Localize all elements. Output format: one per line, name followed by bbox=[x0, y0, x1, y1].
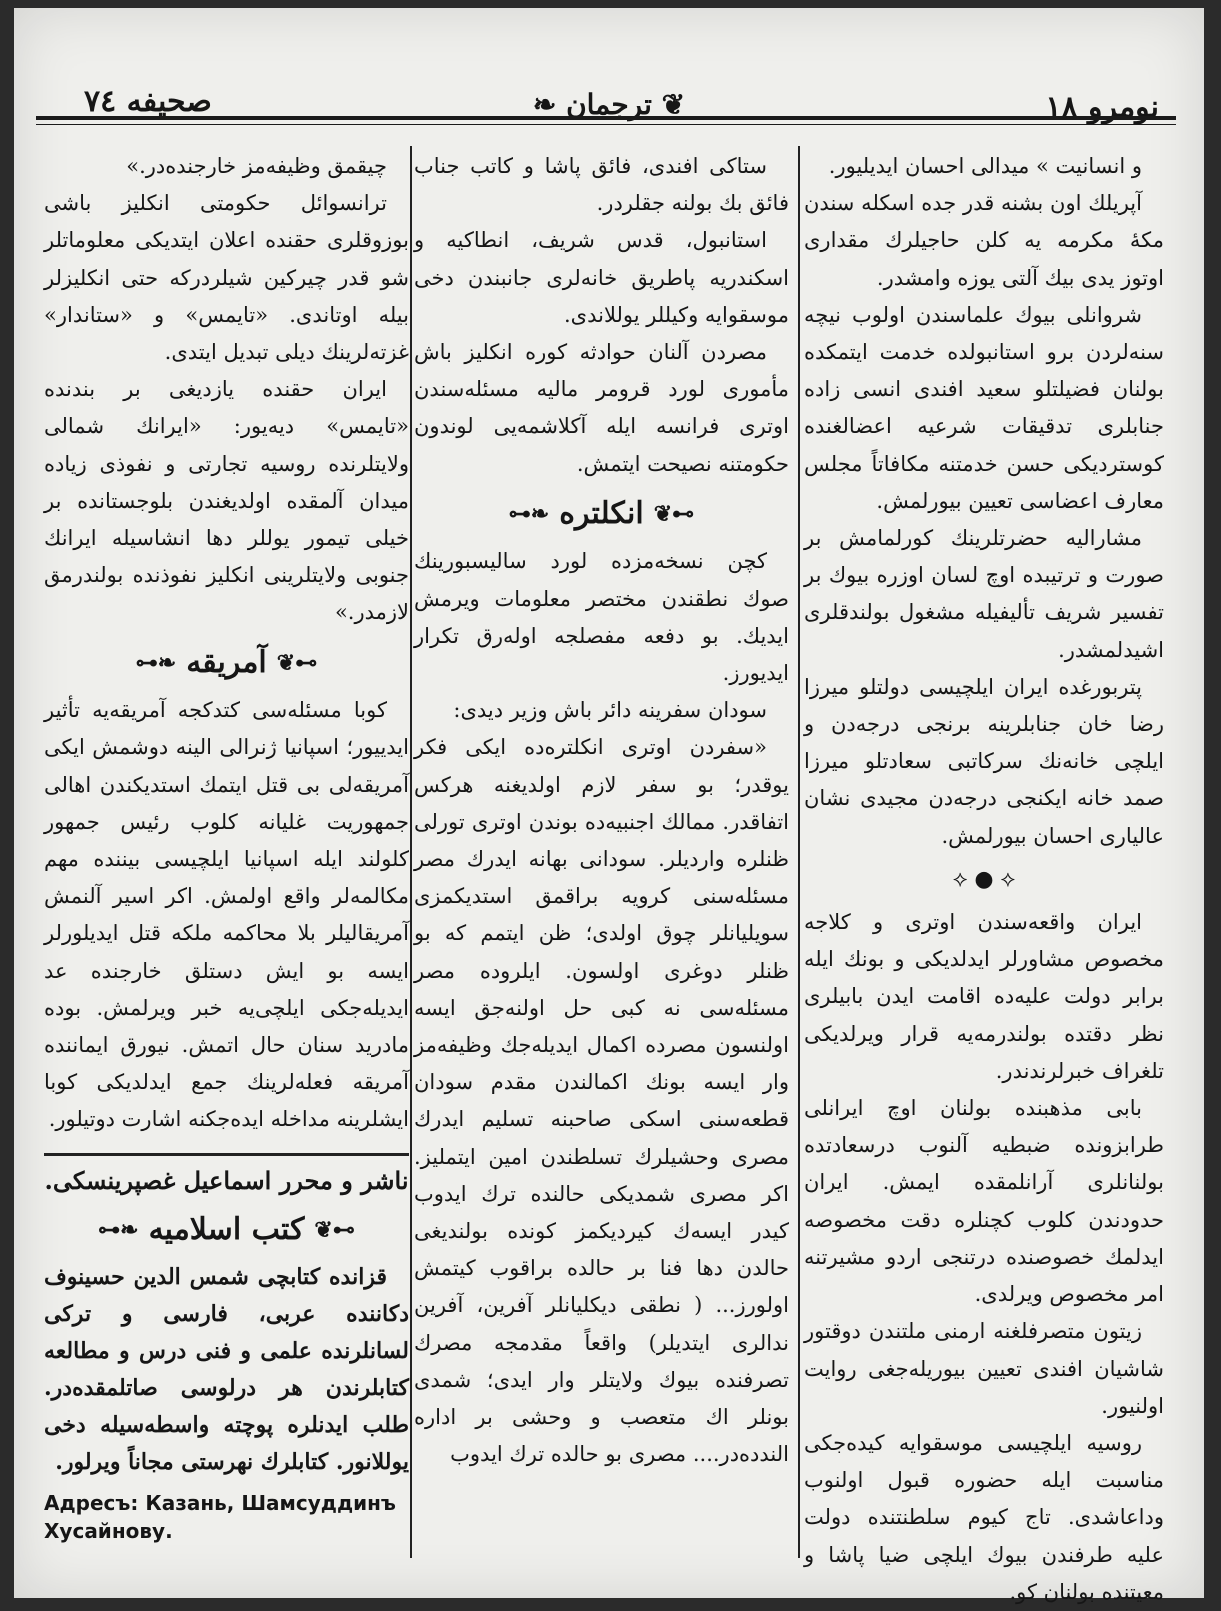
header-rule bbox=[36, 116, 1176, 120]
ornament-icon: ❧⊷ bbox=[98, 1217, 139, 1244]
paragraph: آپریلك اون بشنه قدر جده اسکله سندن مکهٔ مکرمه یه کلن حاجیلرك مقداری اوتوز یدی بیك آلتی یوزه وامشدر. bbox=[804, 191, 1164, 290]
page-number: صحیفه ٧٤ bbox=[84, 84, 212, 119]
masthead bbox=[34, 28, 1184, 125]
ornament-icon: ⊶❦ bbox=[314, 1217, 355, 1244]
paragraph: بابی مذهبنده بولنان اوچ ایرانلی طرابزونده ضبطیه آلنوب درسعادتده بولنانلری آرانلمقده ایمش. ایران حدودندن کلوب کچنلره دقت مخصوصه ایدلمك خصوصنده درتنجی اردو مشیرتنه امر مخصوص ویرلدی. bbox=[804, 1096, 1164, 1307]
section-heading-england: ⊶❦انکلتره❧⊷ bbox=[414, 495, 789, 534]
issue-number: نومرو ١٨ bbox=[1045, 90, 1159, 125]
paragraph: کچن نسخه‌مزده لورد سالیسبورینك صوك نطقندن مختصر معلومات ویرمش ایدیك. بو دفعه مفصلجه اوله‌رق تکرار ایدیورز. bbox=[414, 549, 789, 686]
separator-ornament: ⟡ ● ⟡ bbox=[952, 866, 1016, 892]
paragraph: کوبا مسئله‌سی کتدکجه آمریقه‌یه تأثیر ایدییور؛ اسپانیا ژنرالی الینه دوشمش ایکی آمریقه‌لی بی قتل ایتمك استدیکندن اهالی جمهوریت غلیانه کلوب رئیس جمهور کلولند ایله اسپانیا ایلچیسی بیننده مهم مکالمه‌لر واقع اولمش. اکر اسیر آلنمش آمریقالیلر بلا محاکمه ملکه قتل ایدیلورلر ایسه بو ایش دستلق خارجنده عد ایدیله‌جکی ایلچی‌یه خبر ویرلمش. بوده مادرید سنان حال اتمش. نیورق ایماننده آمریقه فعله‌لرینك جمع ایدلدیکی کوبا ایشلرینه مداخله ایده‌جکنه اشارت دوتیلور. bbox=[44, 698, 409, 1132]
section-rule bbox=[44, 1153, 409, 1156]
publisher-line: ناشر و محرر اسماعیل غصپرینسکی. bbox=[44, 1165, 409, 1195]
newspaper-title: ❦ ترجمان ❧ bbox=[532, 88, 686, 121]
ornament-icon: ❧⊷ bbox=[135, 650, 177, 677]
paragraph: شروانلی بیوك علماسندن اولوب نیچه سنه‌لردن برو استانبولده خدمت ایتمکده بولنان فضیلتلو سعید افندی انسی زاده جنابلری تدقیقات شرعیه اعضالغنده کوستردیکی حسن خدمتنه مکافاتاً مجلس معارف اعضاسی تعیین بیورلمش. bbox=[804, 302, 1164, 513]
ornament-icon: ❧⊷ bbox=[508, 501, 550, 528]
column-divider bbox=[798, 146, 800, 1558]
paragraph: روسیه ایلچیسی موسقوایه کیده‌جکی مناسبت ایله حضوره قبول اولنوب وداعاشدی. تاج کیوم سلطنتنده دولت علیه طرفندن بیوك ایلچی ضیا پاشا و معیتنده بولنان کو. bbox=[804, 1430, 1164, 1604]
advertisement-text: قزانده کتابچی شمس الدین حسینوف دکاننده عربی، فارسی و ترکی لسانلرنده علمی و فنی درس و مطالعه کتابلرندن هر درلوسی صاتلمقده‌در. طلب ایدنلره پوچته واسطه‌سیله دخی یوللانور. کتابلرك نهرستی مجاناً ویرلور. bbox=[44, 1264, 409, 1476]
column-right bbox=[804, 148, 1164, 1604]
address-line: Адресъ: Казань, Шамсуддинъ Хусайнову. bbox=[44, 1491, 396, 1544]
paragraph: مشارالیه حضرتلرینك کورلمامش بر صورت و ترتیبده اوچ لسان اوزره بیوك بر تفسیر شریف تألیفیله مشغول بولندقلری اشیدلمشدر. bbox=[804, 526, 1164, 662]
title-ornament-icon: ❧ bbox=[532, 88, 567, 121]
column-divider bbox=[410, 146, 412, 1558]
paragraph: سودان سفرینه دائر باش وزیر دیدی: bbox=[453, 698, 767, 723]
section-heading-america: ⊶❦آمریقه❧⊷ bbox=[44, 644, 409, 683]
paragraph: پتربورغده ایران ایلچیسی دولتلو میرزا رضا خان جنابلرینه برنجی درجه‌دن و ایلچی خانه‌نك سرکاتبی سعادتلو میرزا صمد خانه ایکنجی درجه‌دن مجیدی نشان عالیاری احسان بیورلمش. bbox=[804, 674, 1164, 848]
ornament-icon: ⊶❦ bbox=[276, 650, 318, 677]
ornament-icon: ⊶❦ bbox=[653, 501, 695, 528]
paragraph: مصردن آلنان حوادثه کوره انکلیز باش مأموری لورد قرومر مالیه مسئله‌سندن اوتری فرانسه ایله آکلاشمه‌یی لوندون حکومتنه نصیحت ایتمش. bbox=[414, 340, 789, 476]
paragraph: زیتون متصرفلغنه ارمنی ملتندن دوقتور شاشیان افندی تعیین بیوریله‌جغی روایت اولنیور. bbox=[804, 1319, 1164, 1418]
paragraph: ایران حقنده یازدیغی بر بندنده «تایمس» دیه‌یور: «ایرانك شمالی ولایتلرنده روسیه تجارتی و نفوذی زیاده میدان آلمقده اولدیغندن بلوجستانده بر خیلی تیمور یوللر دها انشاسیله ایرانك جنوبی ولایتلرینی انکلیز نفوذنده بولندرمق لازمدر.» bbox=[44, 377, 409, 625]
title-ornament-icon: ❦ bbox=[651, 88, 686, 121]
paragraph: چیقمق وظیفه‌مز خارجنده‌در.» bbox=[126, 154, 387, 178]
newspaper-page bbox=[14, 8, 1204, 1604]
paragraph: ایران واقعه‌سندن اوتری و کلاجه مخصوص مشاورلر ایدلدیکی و بونك ایله برابر دولت علیه‌ده اقامت ایدن بابیلری نظر دقتده بولندرمه‌یه قرار ویرلدیکی تلغراف خبرلرندندر. bbox=[804, 910, 1164, 1083]
paragraph: «سفردن اوتری انکلتره‌ده ایکی فکر یوقدر؛ بو سفر لازم اولدیغنه هرکس اتفاقدر. ممالك اجنبیه‌ده بوندن اوتری تورلی ظنلره واردیلر. سودانی بهانه ایدرك مصر مسئله‌سنی کرویه براقمق استدیکمزی سویلیانلر چوق اولدی؛ ظن ایتمم که بو ظنلر دوغری اولسون. ایلروده مصر مسئله‌سی نه کبی حل اولنه‌جق ایسه اولنسون مصرده اکمال ایدیله‌جك وظیفه‌مز وار ایسه بونك اکمالندن مقدم سودان قطعه‌سنی اسکی صاحبنه تسلیم ایدرك مصری وحشیلرك تسلطندن امین ایتملیز. اکر مصری شمدیکی حالنده ترك ایدوب کیدر ایسه‌ك کیردیکمز کونده بولندیغی حالدن دها فنا بر حالده براقوب کیتمش اولورز... ( نطقی دیکلیانلر آفرین، آفرین ندالری ایتدیلر) واقعاً مقدمجه مصرك تصرفنده بیوك ولایتلر وار ایدی؛ شمدی بونلر اك متعصب و وحشی بر اداره الندده‌در.... مصری بو حالده ترك ایدوب bbox=[414, 735, 789, 1467]
paragraph: و انسانیت » میدالی احسان ایدیلیور. bbox=[828, 154, 1142, 178]
paragraph: ستاکی افندی، فائق پاشا و کاتب جناب فائق بك بولنه جقلردر. bbox=[414, 154, 789, 216]
column-left bbox=[44, 148, 409, 1568]
header-rule-thin bbox=[36, 124, 1176, 125]
paragraph: ترانسوائل حکومتی انکلیز باشی بوزوقلری حقنده اعلان ایتدیکی معلوماتلر شو قدر چیرکین شیلردرکه حتی انکلیزلر بیله اوتاندی. «تایمس» و «ستاندار» غزته‌لرینك دیلی تبدیل ایتدی. bbox=[44, 191, 409, 365]
section-heading-books: ⊶❦کتب اسلامیه❧⊷ bbox=[44, 1211, 409, 1250]
column-middle bbox=[414, 148, 789, 1568]
paragraph: استانبول، قدس شریف، انطاکیه و اسکندریه پاطریق خانه‌لری جانبندن دخی موسقوایه وکیللر یوللاندی. bbox=[414, 228, 789, 327]
